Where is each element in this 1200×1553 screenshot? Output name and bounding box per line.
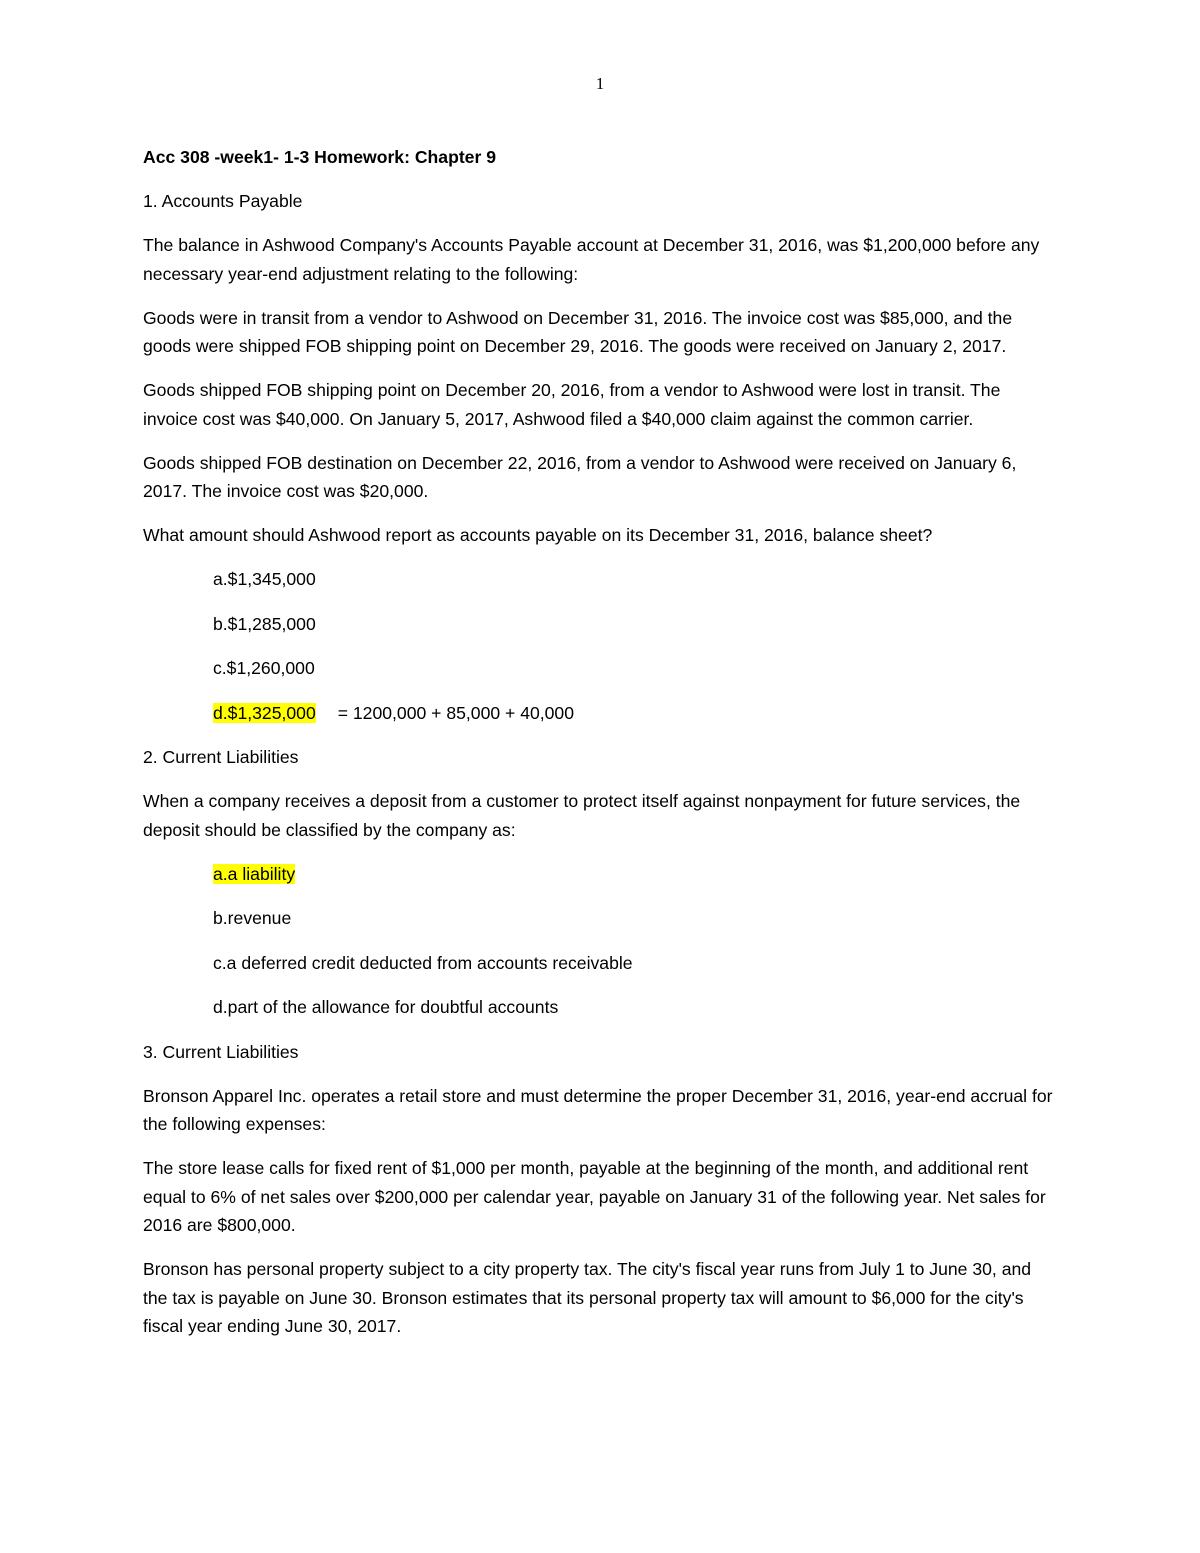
question-1-paragraph: Goods shipped FOB shipping point on December 20, 2016, from a vendor to Ashwood were lost in transit. The invoice cost was $40,000. On January 5, 2017, Ashwood filed a $40,000 claim against the common carrier. bbox=[143, 380, 1001, 429]
document-title: Acc 308 -week1- 1-3 Homework: Chapter 9 bbox=[143, 147, 496, 167]
question-1-paragraph: Goods were in transit from a vendor to Ashwood on December 31, 2016. The invoice cost was $85,000, and the goods were shipped FOB shipping point on December 29, 2016. The goods were received on January 2, 2017. bbox=[143, 307, 1013, 356]
question-1-option-b: b.$1,285,000 bbox=[213, 613, 316, 634]
question-2-heading: 2. Current Liabilities bbox=[143, 747, 299, 767]
question-3-paragraph: Bronson has personal property subject to a city property tax. The city's fiscal year runs from July 1 to June 30, and the tax is payable on June 30. Bronson estimates that its personal property tax will amount to $6,000 for the city's fiscal year ending June 30, 2017. bbox=[143, 1259, 1032, 1336]
question-1-option-c: c.$1,260,000 bbox=[213, 658, 315, 678]
question-3-paragraph: Bronson Apparel Inc. operates a retail store and must determine the proper December 31, 2016, year-end accrual for the following expenses: bbox=[143, 1085, 1053, 1134]
question-1-option-d-row bbox=[213, 699, 1058, 728]
question-3-paragraph: The store lease calls for fixed rent of $1,000 per month, payable at the beginning of the month, and additional rent equal to 6% of net sales over $200,000 per calendar year, payable on January 31 of the following year. Net sales for 2016 are $800,000. bbox=[143, 1158, 1046, 1235]
question-1-answer-formula: = 1200,000 + 85,000 + 40,000 bbox=[337, 702, 575, 723]
question-1-prompt: What amount should Ashwood report as accounts payable on its December 31, 2016, balance sheet? bbox=[143, 525, 933, 545]
question-1-paragraph: The balance in Ashwood Company's Accounts Payable account at December 31, 2016, was $1,200,000 before any necessary year-end adjustment relating to the following: bbox=[143, 235, 1040, 284]
question-1-paragraph: Goods shipped FOB destination on December 22, 2016, from a vendor to Ashwood were received on January 6, 2017. The invoice cost was $20,000. bbox=[143, 452, 1017, 501]
question-2-selected-answer: a.a liability bbox=[213, 863, 296, 884]
question-2-prompt: When a company receives a deposit from a customer to protect itself against nonpayment for future services, the deposit should be classified by the company as: bbox=[143, 791, 1021, 840]
question-2-option-d: d.part of the allowance for doubtful accounts bbox=[213, 997, 559, 1017]
question-1-option-a: a.$1,345,000 bbox=[213, 569, 316, 589]
question-1-selected-answer: d.$1,325,000 bbox=[213, 702, 316, 723]
question-2-option-a-row bbox=[213, 860, 1058, 889]
page-number: 1 bbox=[595, 74, 605, 93]
question-2-option-b: b.revenue bbox=[213, 908, 292, 928]
document-body bbox=[143, 143, 1058, 1356]
question-1-heading: 1. Accounts Payable bbox=[143, 191, 303, 211]
question-2-option-c: c.a deferred credit deducted from accounts receivable bbox=[213, 952, 633, 973]
question-3-heading: 3. Current Liabilities bbox=[143, 1041, 299, 1062]
